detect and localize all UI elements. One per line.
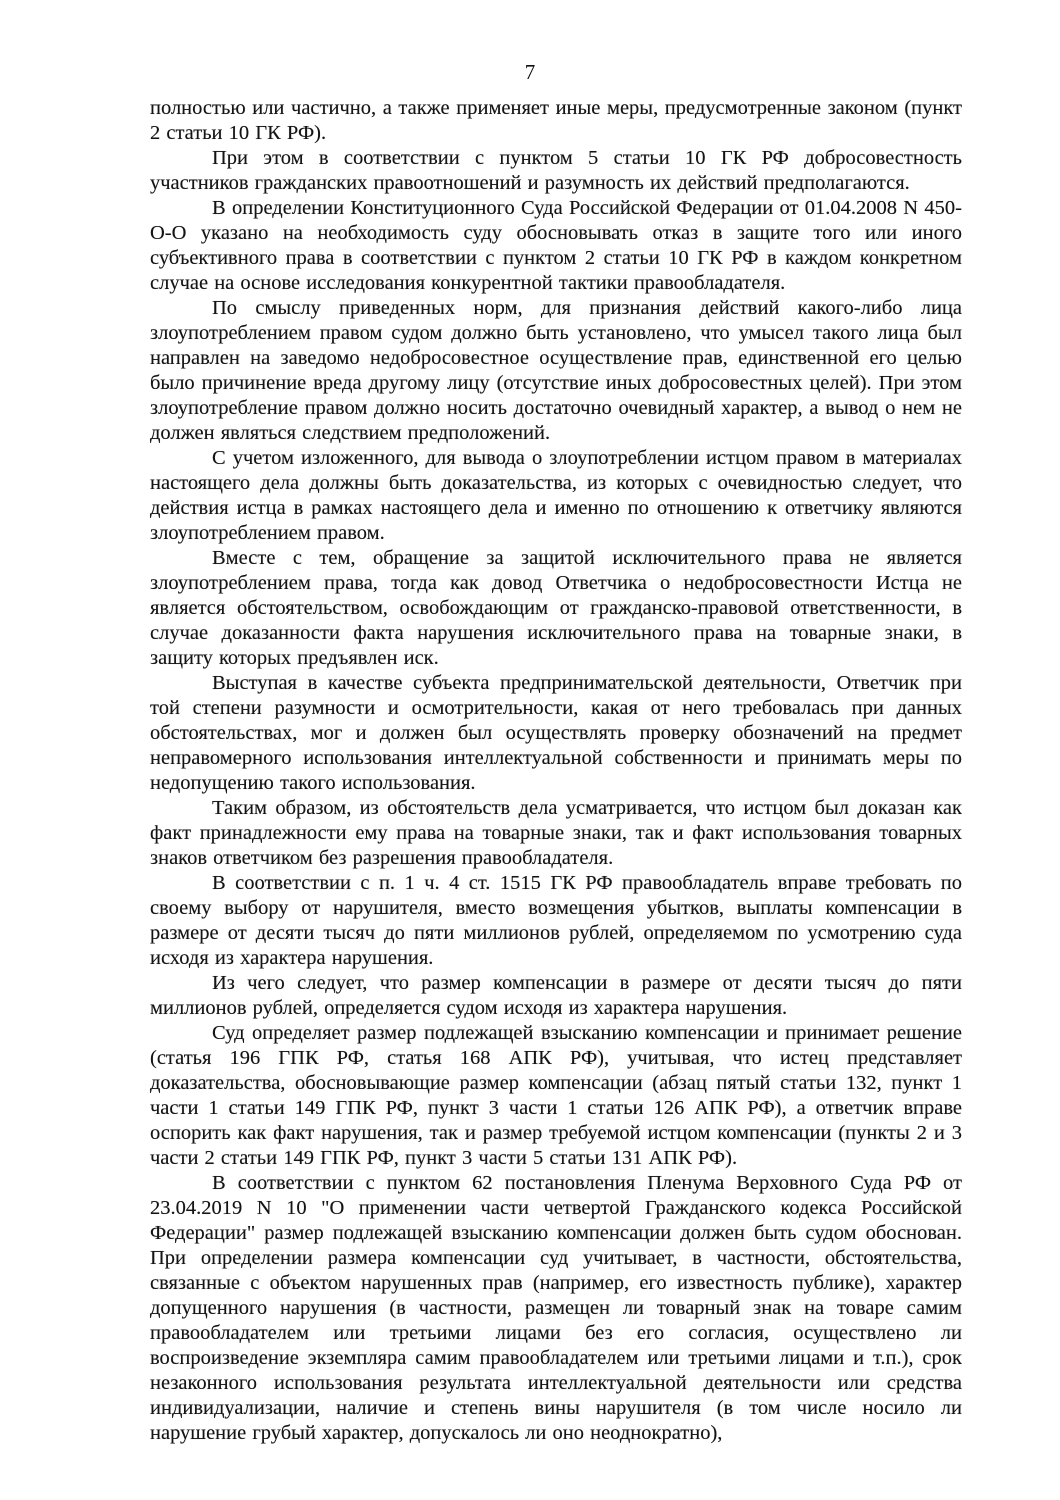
paragraph: В определении Конституционного Суда Российской Федерации от 01.04.2008 N 450-О-О указано на необходимость суду обосновывать отказ в защите того или иного субъективного права в соответствии с пунктом 2 статьи 10 ГК РФ в каждом конкретном случае на основе исследования конкурентной тактики правообладателя. [150,197,962,294]
paragraph: При этом в соответствии с пунктом 5 статьи 10 ГК РФ добросовестность участников гражданских правоотношений и разумность их действий предполагаются. [150,147,962,194]
paragraph: Выступая в качестве субъекта предпринимательской деятельности, Ответчик при той степени разумности и осмотрительности, какая от него требовалась при данных обстоятельствах, мог и должен был осуществлять проверку обозначений на предмет неправомерного использования интеллектуальной собственности и принимать меры по недопущению такого использования. [150,672,962,794]
paragraph: По смыслу приведенных норм, для признания действий какого-либо лица злоупотреблением правом судом должно быть установлено, что умысел такого лица был направлен на заведомо недобросовестное осуществление прав, единственной его целью было причинение вреда другому лицу (отсутствие иных добросовестных целей). При этом злоупотребление правом должно носить достаточно очевидный характер, а вывод о нем не должен являться следствием предположений. [150,297,962,444]
document-body [150,96,962,1446]
page-number: 7 [524,60,536,84]
paragraph: В соответствии с п. 1 ч. 4 ст. 1515 ГК РФ правообладатель вправе требовать по своему выбору от нарушителя, вместо возмещения убытков, выплаты компенсации в размере от десяти тысяч до пяти миллионов рублей, определяемом по усмотрению суда исходя из характера нарушения. [150,872,962,969]
paragraph: Таким образом, из обстоятельств дела усматривается, что истцом был доказан как факт принадлежности ему права на товарные знаки, так и факт использования товарных знаков ответчиком без разрешения правообладателя. [150,797,962,869]
paragraph: В соответствии с пунктом 62 постановления Пленума Верховного Суда РФ от 23.04.2019 N 10 "О применении части четвертой Гражданского кодекса Российской Федерации" размер подлежащей взысканию компенсации должен быть судом обоснован. При определении размера компенсации суд учитывает, в частности, обстоятельства, связанные с объектом нарушенных прав (например, его известность публике), характер допущенного нарушения (в частности, размещен ли товарный знак на товаре самим правообладателем или третьими лицами без его согласия, осуществлено ли воспроизведение экземпляра самим правообладателем или третьими лицами и т.п.), срок незаконного использования результата интеллектуальной деятельности или средства индивидуализации, наличие и степень вины нарушителя (в том числе носило ли нарушение грубый характер, допускалось ли оно неоднократно), [150,1172,962,1444]
paragraph: С учетом изложенного, для вывода о злоупотреблении истцом правом в материалах настоящего дела должны быть доказательства, из которых с очевидностью следует, что действия истца в рамках настоящего дела и именно по отношению к ответчику являются злоупотреблением правом. [150,447,962,544]
paragraph: Из чего следует, что размер компенсации в размере от десяти тысяч до пяти миллионов рублей, определяется судом исходя из характера нарушения. [150,972,962,1019]
paragraph: Суд определяет размер подлежащей взысканию компенсации и принимает решение (статья 196 ГПК РФ, статья 168 АПК РФ), учитывая, что истец представляет доказательства, обосновывающие размер компенсации (абзац пятый статьи 132, пункт 1 части 1 статьи 149 ГПК РФ, пункт 3 части 1 статьи 126 АПК РФ), а ответчик вправе оспорить как факт нарушения, так и размер требуемой истцом компенсации (пункты 2 и 3 части 2 статьи 149 ГПК РФ, пункт 3 части 5 статьи 131 АПК РФ). [150,1022,962,1169]
paragraph: Вместе с тем, обращение за защитой исключительного права не является злоупотреблением права, тогда как довод Ответчика о недобросовестности Истца не является обстоятельством, освобождающим от гражданско-правовой ответственности, в случае доказанности факта нарушения исключительного права на товарные знаки, в защиту которых предъявлен иск. [150,547,962,669]
paragraph: полностью или частично, а также применяет иные меры, предусмотренные законом (пункт 2 статьи 10 ГК РФ). [150,97,962,144]
